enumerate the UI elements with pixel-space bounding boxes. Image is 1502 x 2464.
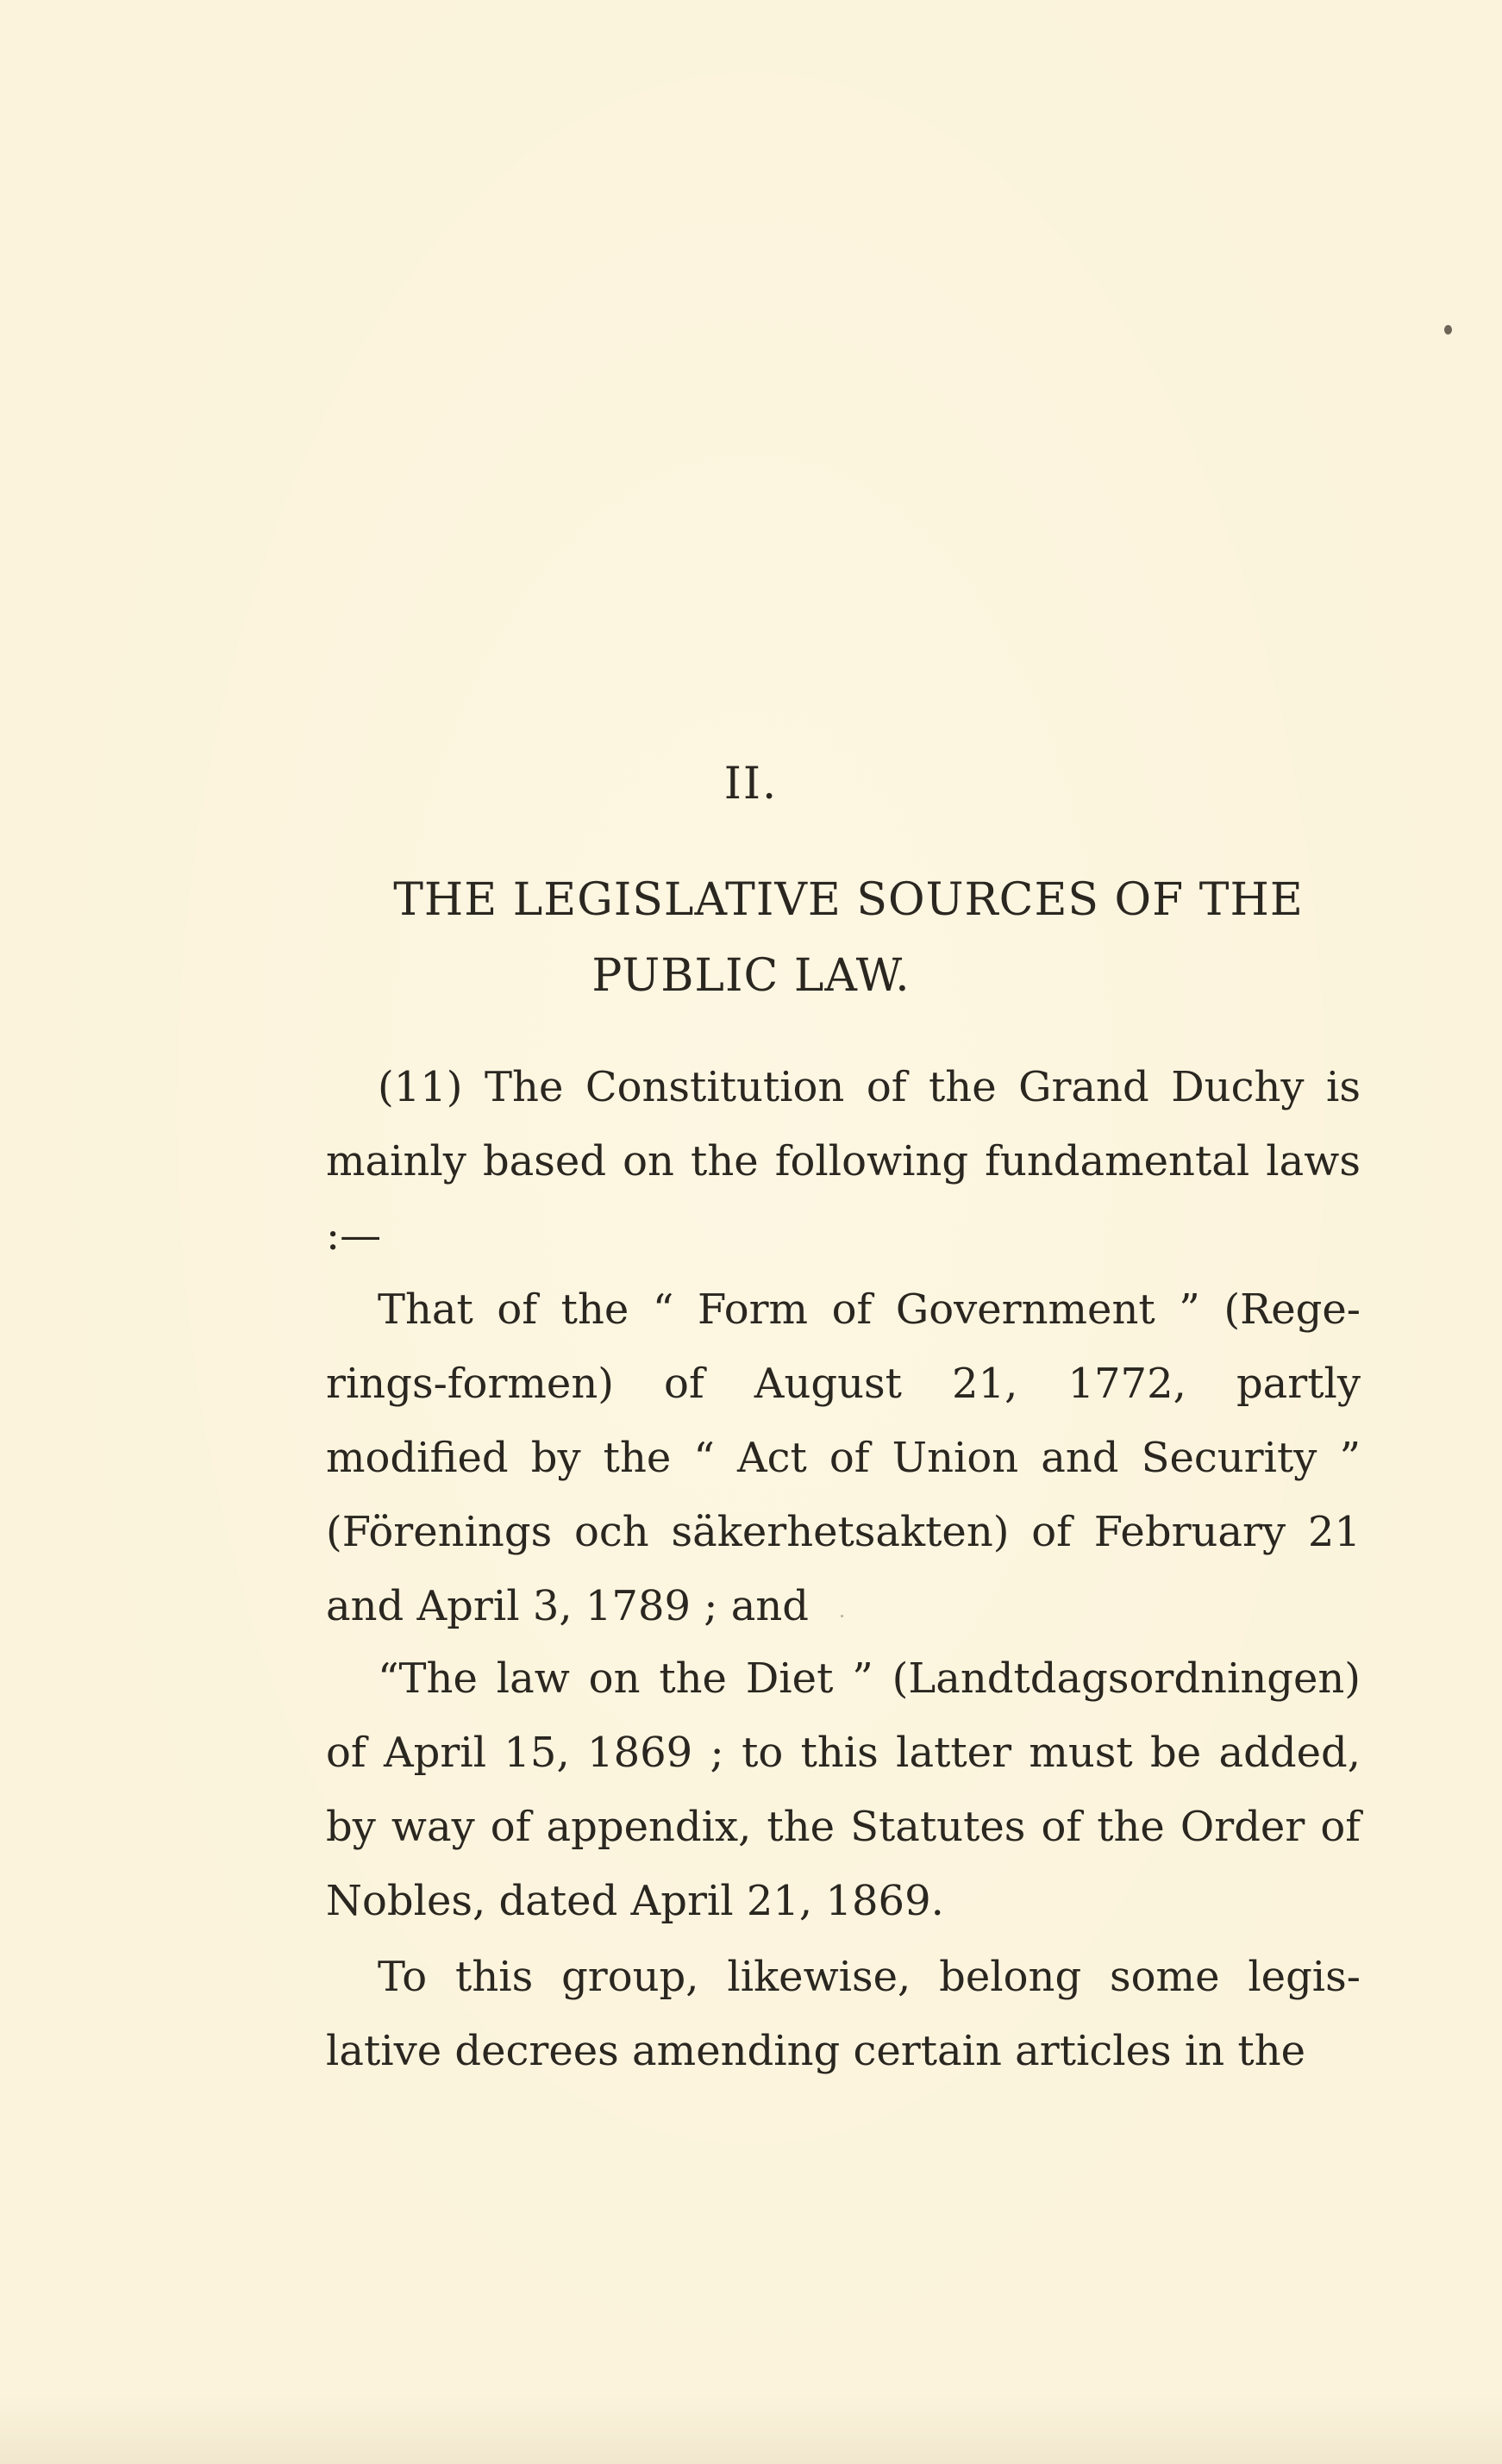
paragraph-text: That of the “ Form of Government ” (Rege-rings-formen) of August 21, 1772, partly modified by the “ Act of Union and Security ” (Förenings och säkerhetsakten) of February 21 and April 3, 1789 ; and — [326, 1285, 1361, 1630]
paragraph — [326, 1050, 1361, 1273]
chapter-title-line-2: PUBLIC LAW. — [591, 950, 911, 1002]
paragraph — [326, 1940, 1361, 2088]
paragraph-text: (11) The Constitution of the Grand Duchy is mainly based on the following fundamental laws :— — [326, 1063, 1361, 1260]
paragraph — [326, 1642, 1361, 1938]
chapter-title-line-1: THE LEGISLATIVE SOURCES OF THE — [393, 874, 1304, 926]
paragraph-text: “The law on the Diet ” (Landtdagsordningen) of April 15, 1869 ; to this latter must be added, by way of appendix, the Statutes of the Order of Nobles, dated April 21, 1869. — [326, 1654, 1361, 1925]
chapter-number: II. — [723, 759, 779, 810]
paragraph-text: To this group, likewise, belong some legis-lative decrees amending certain articles in the — [326, 1953, 1361, 2075]
paragraph — [326, 1273, 1361, 1643]
page-edge-shadow — [0, 2397, 1502, 2464]
ink-speck — [1444, 325, 1452, 335]
